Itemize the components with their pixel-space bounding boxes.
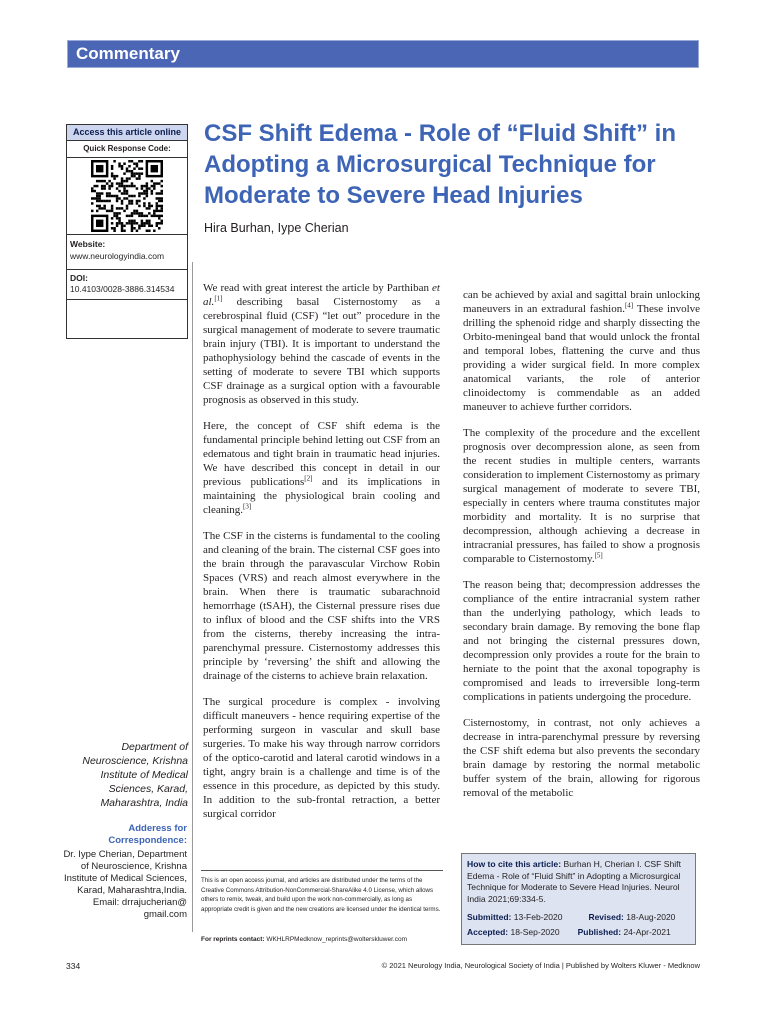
paragraph-4: The surgical procedure is complex - involving difficult maneuvers - hence requiring expertise of the performing surgeon in vascular and skull base surgeries. To make his way through narrow corridors of the optico-carotid and lateral carotid windows in a tight, angry brain is a challenge and time is of the essence in this procedure, as depicted by this study. In addition to the sub-frontal retraction, a better surgical corridor [203,696,440,820]
reprints-email[interactable]: WKHLRPMedknow_reprints@wolterskluwer.com [264,936,407,943]
access-article-box [66,124,188,339]
article-title: CSF Shift Edema - Role of “Fluid Shift” in Adopting a Microsurgical Technique for Moderate to Severe Head Injuries [204,120,676,209]
paragraph-5: can be achieved by axial and sagittal brain unlocking maneuvers in an extradural fashion.[4] These involve drilling the sphenoid ridge and sharply dissecting the Orbito-meningeal band that would unlock the frontal and temporal lobes, flattening the curve and thus providing a wider surgical field. In more complex anatomical variants, the role of anterior clinoidectomy is commendable as an added maneuver to achieve further corridors. [463,289,701,413]
website-label: Website: [70,239,106,249]
doi-block [67,270,187,300]
paragraph-1: We read with great interest the article by Parthiban et al.[1] describing basal Cisternostomy as a cerebrospinal fluid (CSF) “let out” procedure in the surgical management of moderate to severe traumatic brain injury (TBI). It is important to understand the pathophysiology behind the cascade of events in the setting of moderate to severe TBI which supports CSF drainage as a surgical option with a favourable prognosis as observed in this study. [203,282,440,406]
reference-link[interactable]: [2] [304,474,313,483]
license-note: This is an open access journal, and articles are distributed under the terms of the Creative Commons Attribution-NonCommercial-ShareAlike 4.0 License, which allows others to remix, tweak, and build upon the work non-commercially, as long as appropriate credit is given and the new creations are licensed under the identical terms. [201,870,443,914]
article-authors: Hira Burhan, Iype Cherian [204,221,349,235]
correspondence-heading: Adderess for Correspondence: [108,823,187,846]
reference-link[interactable]: [4] [624,301,634,310]
access-box-header: Access this article online [67,125,187,141]
qr-code-icon[interactable] [91,160,163,232]
qr-code-area [67,158,187,235]
correspondence-details: Dr. Iype Cherian, Department of Neuroscience, Krishna Institute of Medical Sciences, Karad, Maharashtra,India. Email: drrajucherian@ gmail.com [63,849,187,920]
paragraph-7: The reason being that; decompression addresses the compliance of the entire intracranial system rather than the underlying pathology, which leads to secondary brain damage. By removing the bone flap and not bringing the cisternal pressures down, decompression only provides a route for the brain to herniate to the point that the axonal topography is compromised and leads to irreversible long-term complications in patients undergoing the procedure. [463,579,700,703]
paragraph-3: The CSF in the cisterns is fundamental to the cooling and cleaning of the brain. The cisternal CSF goes into the brain through the paravascular Virchow Robin Spaces (VRS) and reach almost everywhere in the brain. When there is traumatic subarachnoid hemorrhage (tSAH), the Cisternal pressure rises due to influx of blood and the CSF shifts into the VRS from the cisterns, thereby increasing the intra-parenchymal pressure. Cisternostomy addresses this principle by ‘reversing’ the shift and allowing the drainage of the cisterns to achieve brain relaxation. [203,530,440,682]
doi-value[interactable]: 10.4103/0028-3886.314534 [70,284,175,294]
page-number: 334 [66,961,81,971]
reprints-contact: For reprints contact: WKHLRPMedknow_reprints@wolterskluwer.com [201,936,407,943]
accepted-date: 18-Sep-2020 [510,927,560,937]
reference-link[interactable]: [1] [214,294,223,303]
section-banner [67,40,699,68]
body-column-left [203,281,440,833]
website-link[interactable]: www.neurologyindia.com [70,251,165,261]
website-block [67,235,187,270]
body-column-right [463,288,700,812]
doi-label: DOI: [70,273,88,283]
qr-label: Quick Response Code: [67,141,187,158]
reference-link[interactable]: [3] [243,502,252,511]
published-date: 24-Apr-2021 [623,927,671,937]
revised-date: 18-Aug-2020 [626,912,676,922]
page-footer: © 2021 Neurology India, Neurological Society of India | Published by Wolters Kluwer - Medknow [381,961,700,970]
submitted-date: 13-Feb-2020 [513,912,563,922]
author-affiliation: Department of Neuroscience, Krishna Institute of Medical Sciences, Karad, Maharashtra, India [82,741,188,809]
citation-text: How to cite this article: Burhan H, Cherian I. CSF Shift Edema - Role of “Fluid Shift” in Adopting a Microsurgical Technique for Moderate to Severe Head Injuries. Neurol India 2021;69:334-5. [467,859,681,904]
citation-box [461,853,696,945]
article-dates: Submitted: 13-Feb-2020 Revised: 18-Aug-2020 Accepted: 18-Sep-2020 Published: 24-Apr-2021 [467,912,676,937]
reference-link[interactable]: [5] [594,551,603,560]
column-divider [192,262,193,932]
paragraph-6: The complexity of the procedure and the excellent prognosis over decompression alone, as seen from the recent studies in multiple centers, warrants consideration to implement Cisternostomy as primary surgical management of moderate to severe TBI, especially in centers where trauma constitutes major morbidity and mortality. It is no surprise that decompression, although achieving a decrease in intracranial pressures, has failed to show a prognosis comparable to Cisternostomy.[5] [463,427,700,565]
section-label: Commentary [76,44,180,63]
paragraph-2: Here, the concept of CSF shift edema is the fundamental principle behind letting out CSF from an edematous and tight brain in traumatic head injuries. We have described this concept in detail in our previous publications[2] and its implications in maintaining the physiological brain cooling and cleaning.[3] [203,420,440,516]
paragraph-8: Cisternostomy, in contrast, not only achieves a decrease in intra-parenchymal pressure by reversing the CSF shift edema but also prevents the secondary brain damage by restoring the normal metabolic buffer system of the brain, allowing for rigorous removal of the metabolic [463,717,700,799]
